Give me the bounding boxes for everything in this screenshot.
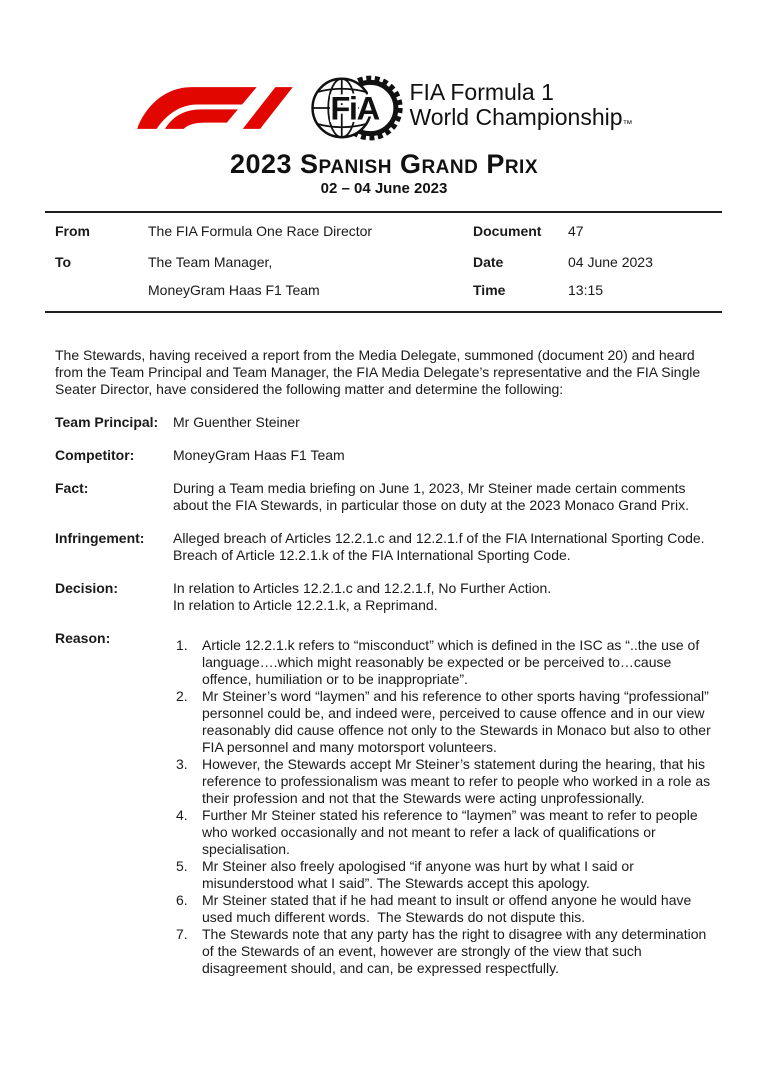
reason-list — [173, 637, 721, 977]
infringement-value: Alleged breach of Articles 12.2.1.c and 12.2.1.f of the FIA International Sporting Code. Breach of Article 12.2.1.k of the FIA International Sporting Code. — [173, 530, 705, 563]
decision-value — [173, 580, 722, 614]
detail-row-infringement — [55, 530, 722, 564]
detail-row-team-principal — [55, 414, 722, 431]
fia-wordmark-line1: FIA Formula 1 — [409, 78, 554, 105]
competitor-value: MoneyGram Haas F1 Team — [173, 447, 345, 463]
time-value: 13:15 — [568, 282, 604, 298]
meta-table — [45, 213, 722, 311]
to-value-2: MoneyGram Haas F1 Team — [148, 282, 320, 298]
f1-logo-icon — [135, 83, 295, 133]
page-title: 2023 Spanish Grand Prix — [229, 149, 539, 179]
detail-row-competitor — [55, 447, 722, 464]
reason-item-7: The Stewards note that any party has the right to disagree with any determination of the Stewards of an event, however are strongly of the view that such disagreement should, and can, be expressed respectfully. — [202, 926, 711, 976]
date-value: 04 June 2023 — [568, 254, 653, 270]
reason-item-2: Mr Steiner’s word “laymen” and his reference to other sports having “professional” personnel could be, and indeed were, perceived to cause offence and in our view reasonably did cause offence not only to the Stewards in Monaco but also to other FIA personnel and many motorsport volunteers. — [202, 688, 715, 755]
detail-row-reason — [55, 630, 722, 977]
reason-item-5: Mr Steiner also freely apologised “if anyone was hurt by what I said or misunderstood what I said”. The Stewards accept this apology. — [202, 858, 638, 891]
team-principal-value: Mr Guenther Steiner — [173, 414, 300, 430]
reason-label: Reason: — [55, 630, 111, 646]
from-value: The FIA Formula One Race Director — [148, 223, 373, 239]
header-logo-row — [0, 0, 768, 146]
fia-badge-icon — [309, 70, 403, 146]
trademark-symbol: ™ — [622, 118, 633, 130]
document-value: 47 — [568, 223, 584, 239]
svg-text:FiA: FiA — [330, 89, 380, 127]
details-section — [45, 414, 722, 977]
fia-wordmark-line2: World Championship™ — [409, 103, 633, 130]
from-label: From — [55, 223, 90, 239]
decision-line-2: In relation to Article 12.2.1.k, a Reprimand. — [173, 597, 438, 613]
fia-wordmark — [409, 80, 632, 137]
meta-row-to — [55, 255, 722, 270]
meta-row-from — [55, 224, 722, 239]
decision-label: Decision: — [55, 580, 119, 596]
reason-item-6: Mr Steiner stated that if he had meant to insult or offend anyone he would have used much different words. The Stewards do not dispute this. — [202, 892, 696, 925]
competitor-label: Competitor: — [55, 447, 135, 463]
event-date-range: 02 – 04 June 2023 — [320, 180, 448, 197]
fact-value: During a Team media briefing on June 1, 2023, Mr Steiner made certain comments about the FIA Stewards, in particular those on duty at the 2023 Monaco Grand Prix. — [173, 480, 689, 513]
detail-row-decision — [55, 580, 722, 614]
fact-label: Fact: — [55, 480, 89, 496]
to-value-1: The Team Manager, — [148, 254, 273, 270]
team-principal-label: Team Principal: — [55, 414, 159, 430]
infringement-label: Infringement: — [55, 530, 145, 546]
reason-item-1: Article 12.2.1.k refers to “misconduct” which is defined in the ISC as “..the use of language….which might reasonably be expected or be perceived to…cause offence, humiliation or to be inappropriate”. — [202, 637, 704, 687]
time-label: Time — [473, 282, 506, 298]
document-label: Document — [473, 223, 542, 239]
date-label: Date — [473, 254, 504, 270]
to-label: To — [55, 254, 72, 270]
divider-bottom — [45, 311, 722, 313]
intro-paragraph: The Stewards, having received a report from the Media Delegate, summoned (document 20) and heard from the Team Principal and Team Manager, the FIA Media Delegate’s representative and the FIA Single Seater Director, have considered the following matter and determine the following: — [55, 347, 701, 397]
detail-row-fact — [55, 480, 722, 514]
reason-item-3: However, the Stewards accept Mr Steiner’s statement during the hearing, that his reference to professionalism was meant to refer to people who worked in a role as their profession and not that the Stewards were acting unprofessionally. — [202, 756, 715, 806]
decision-line-1: In relation to Articles 12.2.1.c and 12.2.1.f, No Further Action. — [173, 580, 552, 596]
meta-row-team — [55, 283, 722, 298]
reason-item-4: Further Mr Steiner stated his reference to “laymen” was meant to refer to people who worked occasionally and not meant to refer a lack of qualifications or specialisation. — [202, 807, 702, 857]
